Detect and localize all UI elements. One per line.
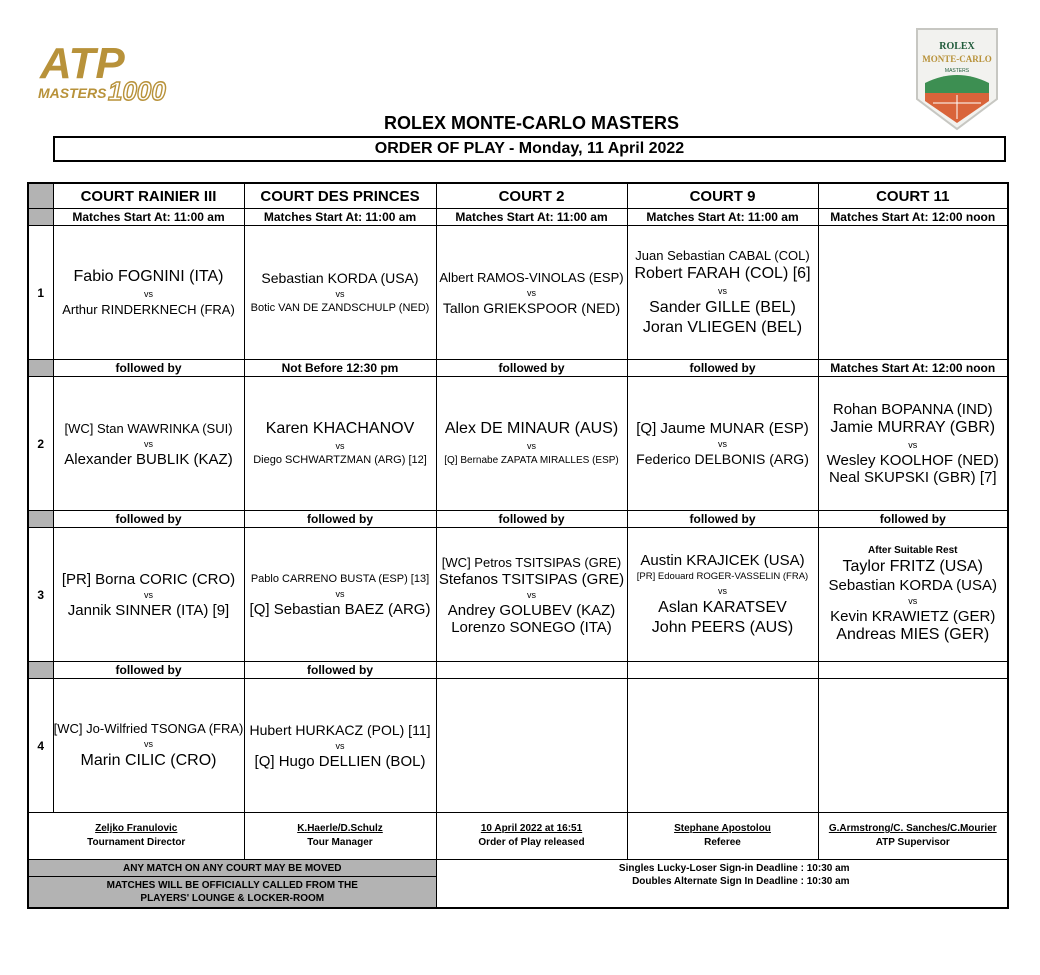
player: [PR] Edouard ROGER-VASSELIN (FRA)	[636, 570, 809, 582]
monte-carlo-text: MONTE-CARLO	[922, 54, 992, 64]
masters-text: MASTERS	[944, 68, 970, 74]
separator-label: Not Before 12:30 pm	[244, 360, 436, 377]
vs-label: vs	[335, 588, 345, 599]
separator-label: followed by	[53, 511, 244, 528]
match-cell	[244, 226, 436, 360]
notice-match-may-move: ANY MATCH ON ANY COURT MAY BE MOVED	[28, 860, 436, 877]
player: Albert RAMOS-VINOLAS (ESP)	[439, 269, 624, 285]
match-cell	[53, 528, 244, 662]
vs-label: vs	[718, 585, 727, 596]
player: Sebastian KORDA (USA)	[828, 577, 997, 594]
signature-tour-manager: K.Haerle/D.Schulz Tour Manager	[244, 813, 436, 860]
start-time: Matches Start At: 11:00 am	[53, 209, 244, 226]
separator-label	[627, 662, 818, 679]
rolex-text: ROLEX	[939, 41, 975, 52]
player: Karen KHACHANOV	[265, 420, 415, 437]
signature-referee: Stephane Apostolou Referee	[627, 813, 818, 860]
player: John PEERS (AUS)	[651, 618, 794, 636]
separator-label: followed by	[436, 511, 627, 528]
player: Neal SKUPSKI (GBR) [7]	[828, 469, 997, 486]
start-time: Matches Start At: 11:00 am	[244, 209, 436, 226]
atp-logo-1000: 1000	[108, 76, 166, 104]
header-corner	[28, 183, 53, 209]
deadlines	[436, 860, 1008, 909]
player: [Q] Jaume MUNAR (ESP)	[636, 419, 809, 437]
match-cell	[436, 528, 627, 662]
vs-label: vs	[335, 441, 345, 451]
player: Tallon GRIEKSPOOR (NED)	[442, 299, 621, 316]
separator-label	[436, 662, 627, 679]
vs-label: vs	[144, 589, 153, 600]
vs-label: vs	[335, 288, 345, 299]
separator-label: followed by	[244, 662, 436, 679]
separator-label: followed by	[627, 360, 818, 377]
atp-logo-masters: MASTERS	[38, 85, 107, 101]
player: Joran VLIEGEN (BEL)	[642, 319, 803, 336]
player: Arthur RINDERKNECH (FRA)	[62, 302, 235, 317]
separator-label: followed by	[436, 360, 627, 377]
vs-label: vs	[718, 286, 727, 296]
court-header: COURT RAINIER III	[53, 183, 244, 209]
doubles-deadline-label: Doubles Alternate Sign In Deadline :	[632, 876, 804, 887]
match-cell	[53, 226, 244, 360]
separator-label	[818, 662, 1008, 679]
vs-label: vs	[908, 440, 918, 450]
player: Alex DE MINAUR (AUS)	[444, 420, 619, 437]
match-cell-empty	[818, 679, 1008, 813]
match-number: 3	[28, 528, 53, 662]
player: [WC] Jo-Wilfried TSONGA (FRA)	[53, 721, 244, 736]
separator-label: followed by	[53, 662, 244, 679]
player: [Q] Hugo DELLIEN (BOL)	[254, 752, 426, 770]
player: Jamie MURRAY (GBR)	[830, 419, 996, 436]
player: Lorenzo SONEGO (ITA)	[451, 618, 612, 636]
vs-label: vs	[718, 438, 727, 449]
vs-label: vs	[527, 441, 536, 451]
vs-label: vs	[144, 739, 153, 749]
match-cell	[627, 377, 818, 511]
court-header: COURT 9	[627, 183, 818, 209]
player: Sander GILLE (BEL)	[649, 299, 796, 316]
singles-deadline-label: Singles Lucky-Loser Sign-in Deadline :	[618, 863, 804, 874]
player: Andrey GOLUBEV (KAZ)	[447, 601, 616, 619]
signature-atp-supervisor: G.Armstrong/C. Sanches/C.Mourier ATP Supervisor	[818, 813, 1008, 860]
separator-label: Matches Start At: 12:00 noon	[818, 360, 1008, 377]
vs-label: vs	[527, 287, 536, 298]
player: [Q] Bernabe ZAPATA MIRALLES (ESP)	[444, 455, 619, 466]
court-header: COURT 11	[818, 183, 1008, 209]
match-cell-empty	[436, 679, 627, 813]
player: Wesley KOOLHOF (NED)	[826, 452, 999, 469]
player: Rohan BOPANNA (IND)	[832, 401, 993, 418]
order-of-play-table	[27, 182, 1009, 909]
signature-tournament-director: Zeljko Franulovic Tournament Director	[28, 813, 244, 860]
after-suitable-rest-note: After Suitable Rest	[868, 545, 958, 556]
player: Hubert HURKACZ (POL) [11]	[249, 721, 431, 738]
player: [PR] Borna CORIC (CRO)	[61, 570, 236, 588]
player: Jannik SINNER (ITA) [9]	[67, 601, 230, 619]
court-header: COURT DES PRINCES	[244, 183, 436, 209]
player: Marin CILIC (CRO)	[80, 752, 217, 769]
match-cell	[818, 377, 1008, 511]
atp-logo-text: ATP	[40, 39, 125, 88]
match-cell	[53, 679, 244, 813]
match-cell	[53, 377, 244, 511]
separator-label: followed by	[244, 511, 436, 528]
player: Pablo CARRENO BUSTA (ESP) [13]	[250, 572, 430, 585]
player: Diego SCHWARTZMAN (ARG) [12]	[253, 454, 427, 466]
player: Juan Sebastian CABAL (COL)	[635, 248, 810, 263]
player: Aslan KARATSEV	[658, 598, 787, 616]
match-cell	[627, 226, 818, 360]
player: [WC] Stan WAWRINKA (SUI)	[64, 420, 233, 436]
vs-label: vs	[144, 438, 153, 449]
player: Fabio FOGNINI (ITA)	[73, 268, 224, 285]
match-cell	[244, 377, 436, 511]
vs-label: vs	[144, 289, 153, 299]
signature-release-time: 10 April 2022 at 16:51 Order of Play released	[436, 813, 627, 860]
vs-label: vs	[335, 740, 345, 751]
match-cell	[818, 528, 1008, 662]
atp-masters-1000-logo	[34, 34, 184, 104]
singles-deadline-time: 10:30 am	[806, 863, 850, 874]
match-cell	[244, 528, 436, 662]
player: Botic VAN DE ZANDSCHULP (NED)	[250, 301, 430, 314]
start-time: Matches Start At: 11:00 am	[436, 209, 627, 226]
vs-label: vs	[908, 596, 918, 606]
court-header: COURT 2	[436, 183, 627, 209]
player: [WC] Petros TSITSIPAS (GRE)	[441, 554, 622, 570]
match-cell	[436, 226, 627, 360]
match-cell	[244, 679, 436, 813]
separator-label: followed by	[53, 360, 244, 377]
tournament-title: ROLEX MONTE-CARLO MASTERS	[384, 113, 679, 133]
separator-label: followed by	[818, 511, 1008, 528]
separator-label: followed by	[627, 511, 818, 528]
player: Taylor FRITZ (USA)	[842, 558, 983, 575]
start-time: Matches Start At: 12:00 noon	[818, 209, 1008, 226]
player: Federico DELBONIS (ARG)	[636, 450, 809, 467]
match-number: 4	[28, 679, 53, 813]
player: Alexander BUBLIK (KAZ)	[64, 450, 233, 468]
player: Andreas MIES (GER)	[836, 626, 990, 643]
match-cell-empty	[818, 226, 1008, 360]
match-number: 1	[28, 226, 53, 360]
player: Stefanos TSITSIPAS (GRE)	[438, 570, 625, 588]
player: Robert FARAH (COL) [6]	[634, 265, 811, 282]
vs-label: vs	[527, 589, 536, 600]
start-time: Matches Start At: 11:00 am	[627, 209, 818, 226]
doubles-deadline-time: 10:30 am	[806, 876, 850, 887]
player: Kevin KRAWIETZ (GER)	[830, 608, 996, 625]
order-of-play-date: ORDER OF PLAY - Monday, 11 April 2022	[53, 136, 1006, 162]
player: Austin KRAJICEK (USA)	[640, 551, 805, 569]
notice-players-lounge: MATCHES WILL BE OFFICIALLY CALLED FROM THE PLAYERS' LOUNGE & LOCKER-ROOM	[28, 877, 436, 909]
match-cell	[627, 528, 818, 662]
player: [Q] Sebastian BAEZ (ARG)	[249, 600, 431, 618]
match-cell	[436, 377, 627, 511]
player: Sebastian KORDA (USA)	[261, 269, 419, 286]
match-number: 2	[28, 377, 53, 511]
match-cell-empty	[627, 679, 818, 813]
